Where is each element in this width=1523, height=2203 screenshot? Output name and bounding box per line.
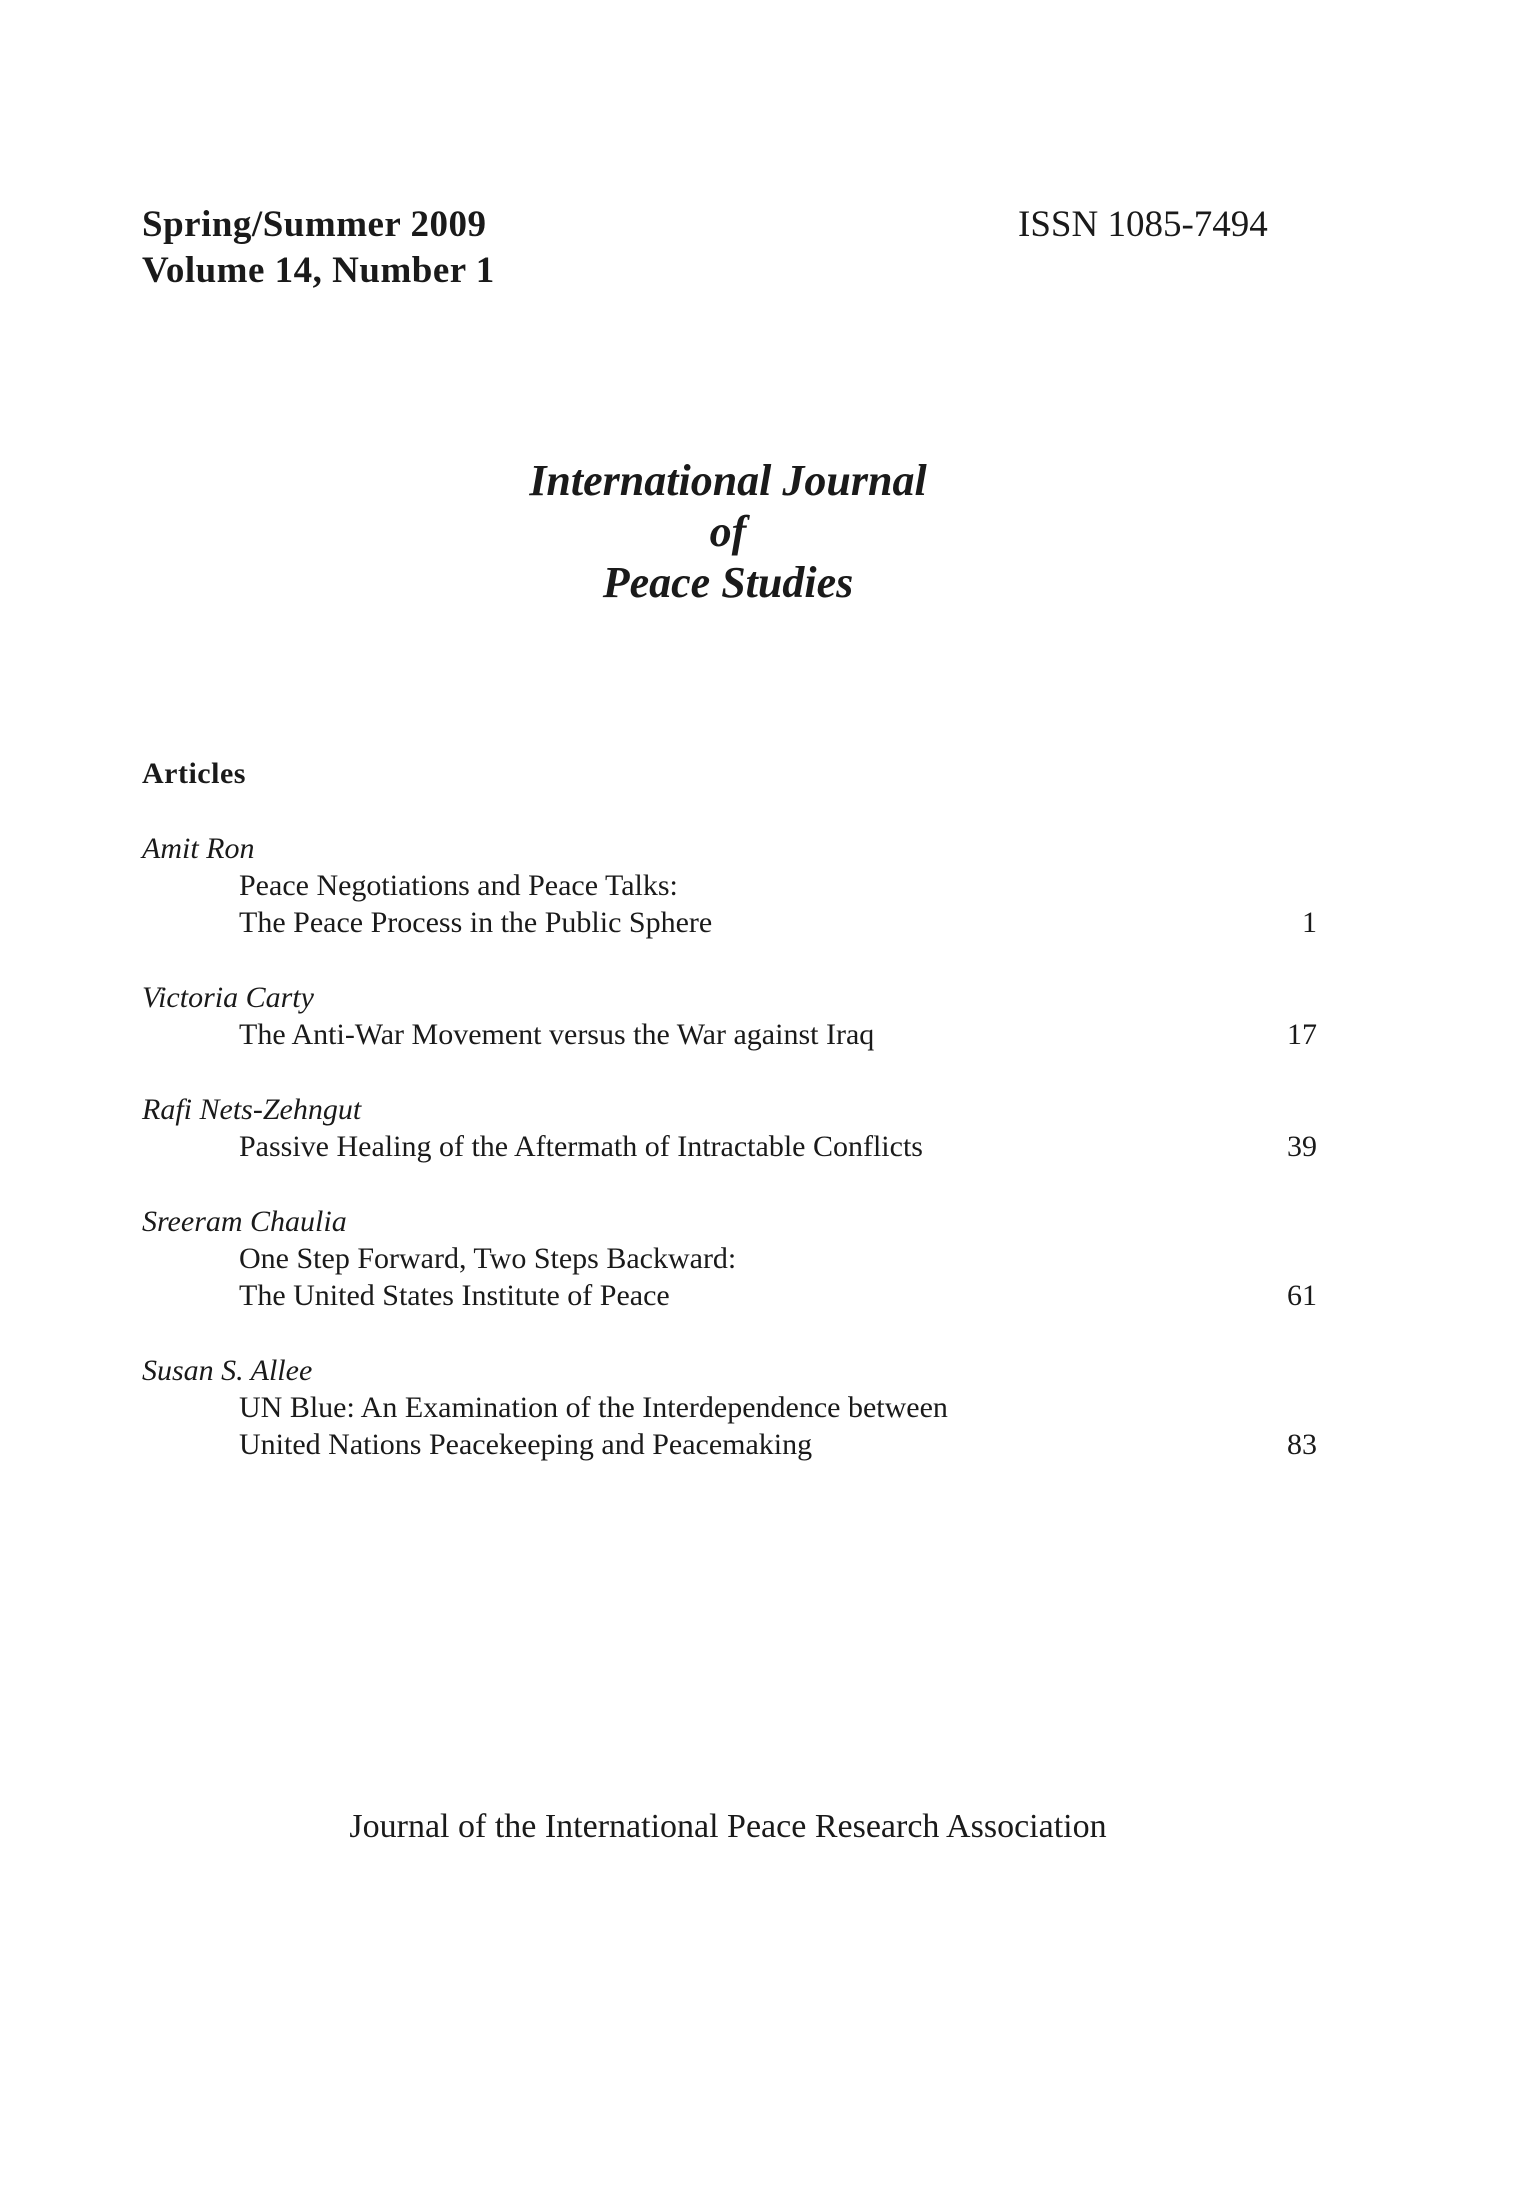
article-title-line: Passive Healing of the Aftermath of Intractable Conflicts (239, 1130, 923, 1163)
article-page-number: 1 (1302, 906, 1317, 939)
journal-title-line-2: of (709, 507, 747, 556)
article-title-line: The United States Institute of Peace (239, 1279, 670, 1312)
article-page-number: 39 (1287, 1130, 1317, 1163)
journal-title (0, 455, 1456, 608)
article-title-line: The Peace Process in the Public Sphere (239, 906, 713, 939)
publisher-footer: Journal of the International Peace Research Association (349, 1808, 1107, 1845)
article-title-line: United Nations Peacekeeping and Peacemaking (239, 1428, 813, 1461)
article-page-number: 17 (1287, 1018, 1317, 1051)
article-title-line: The Anti-War Movement versus the War against Iraq (239, 1018, 875, 1051)
article-entry (142, 1203, 1317, 1314)
article-entry (142, 830, 1317, 941)
articles-list (142, 830, 1317, 1501)
article-page-number: 83 (1287, 1428, 1317, 1461)
article-author: Amit Ron (142, 832, 255, 865)
issue-season: Spring/Summer 2009 (142, 204, 487, 245)
article-author: Susan S. Allee (142, 1354, 313, 1387)
articles-heading: Articles (142, 757, 246, 790)
article-author: Victoria Carty (142, 981, 314, 1014)
journal-title-line-1: International Journal (529, 456, 927, 505)
article-entry (142, 979, 1317, 1053)
article-entry (142, 1352, 1317, 1463)
issn-number: ISSN 1085-7494 (1018, 204, 1268, 245)
journal-title-line-3: Peace Studies (602, 558, 854, 607)
article-title-line: UN Blue: An Examination of the Interdependence between (239, 1391, 948, 1424)
article-entry (142, 1091, 1317, 1165)
issue-volume: Volume 14, Number 1 (142, 250, 495, 291)
article-title-line: Peace Negotiations and Peace Talks: (239, 869, 678, 902)
article-title-line: One Step Forward, Two Steps Backward: (239, 1242, 737, 1275)
article-author: Rafi Nets-Zehngut (142, 1093, 362, 1126)
issue-info (142, 202, 495, 294)
article-page-number: 61 (1287, 1279, 1317, 1312)
article-author: Sreeram Chaulia (142, 1205, 347, 1238)
